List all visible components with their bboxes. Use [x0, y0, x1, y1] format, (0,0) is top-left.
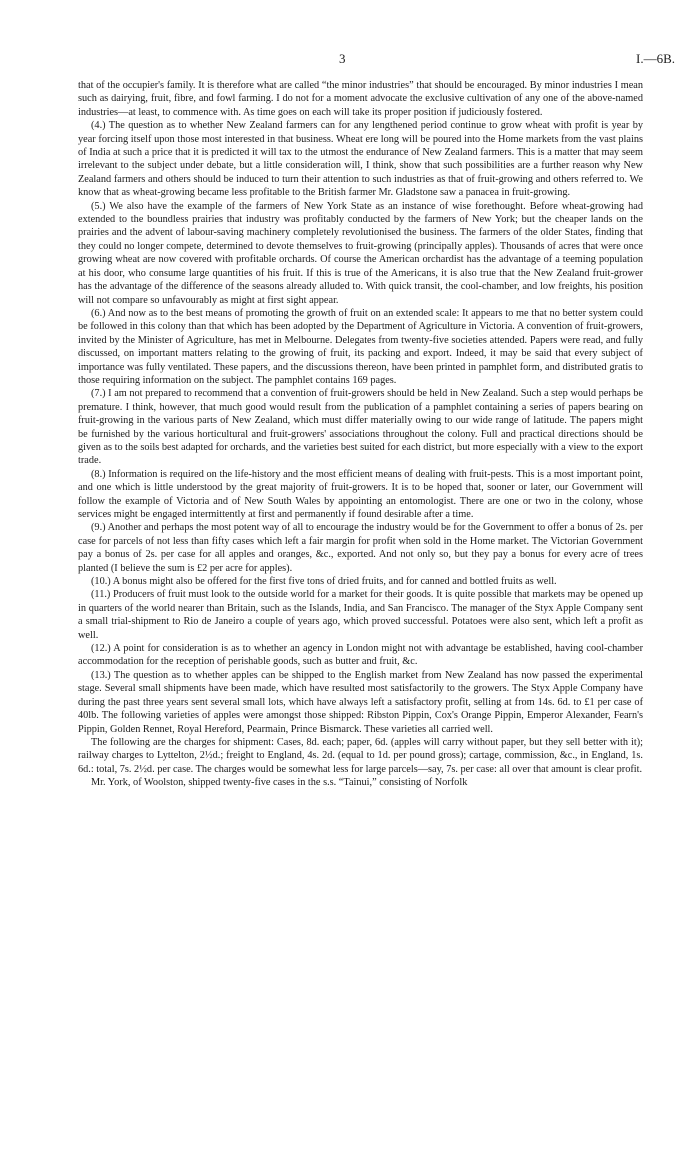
paragraph: (13.) The question as to whether apples can be shipped to the English market from New Zealand has now passed the experimental stage. Several small shipments have been made, which have resulted most satisfactorily to the growers. The Styx Apple Company have during the past three years sent several small lots, which have always left a satisfactory profit, selling at from 14s. 6d. to £1 per case of 40lb. The following varieties of apples were amongst those shipped: Ribston Pippin, Cox's Orange Pippin, Emperor Alexander, Fearn's Pippin, Golden Rennet, Royal Hereford, Pearmain, Prince Bismarck. These varieties all carried well.	[78, 669, 643, 735]
paragraph: (4.) The question as to whether New Zealand farmers can for any lengthened period continue to grow wheat with profit is year by year forcing itself upon those most interested in that business. Wheat ere long will be poured into the Home markets from the vast plains of India at such a price that it is predicted it will tax to the utmost the endurance of New Zealand farmers. This is a matter that may seem irrelevant to the subject under debate, but a little consideration will, I think, show that such possibilities are a further reason why New Zealand farmers and others should be induced to turn their attention to such industries as that of fruit-growing and others referred to. We know that as wheat-growing became less profitable to the British farmer Mr. Gladstone saw a panacea in fruit-growing.	[78, 120, 643, 199]
paragraph: (12.) A point for consideration is as to whether an agency in London might not with advantage be established, having cool-chamber accommodation for the reception of perishable goods, such as butter and fruit, &c.	[78, 643, 643, 668]
body-text	[78, 79, 643, 790]
paragraph: (9.) Another and perhaps the most potent way of all to encourage the industry would be for the Government to offer a bonus of 2s. per case for parcels of not less than fifty cases which left a fair margin for profit when sold in the Home market. The Victorian Government pay a bonus of 2s. per case for all apples and oranges, &c., exported. And not only so, but they pay a bonus for every acre of trees planted (I believe the sum is £2 per acre for apples).	[78, 522, 643, 574]
paragraph: that of the occupier's family. It is therefore what are called “the minor industries” that should be encouraged. By minor industries I mean such as dairying, fruit, fibre, and fowl farming. I do not for a moment advocate the exclusive cultivation of any one of the above-named industries—at least, to commence with. As time goes on each will take its proper position if judiciously fostered.	[78, 80, 643, 118]
paragraph: (6.) And now as to the best means of promoting the growth of fruit on an extended scale: It appears to me that no better system could be followed in this colony than that which has been adopted by the Department of Agriculture in Victoria. A convention of fruit-growers, invited by the Minister of Agriculture, has met in Melbourne. Delegates from twenty-five societies attended. Papers were read, and fully discussed, on important matters relating to the growing of fruit, its packing and export. Indeed, it may be said that every subject of importance was fully ventilated. These papers, and the discussions thereon, have been printed in pamphlet form, and distributed gratis to those requiring information on the subject. The pamphlet contains 169 pages.	[78, 307, 643, 386]
paragraph: (10.) A bonus might also be offered for the first five tons of dried fruits, and for canned and bottled fruits as well.	[91, 576, 557, 588]
document-reference: I.—6B.	[636, 51, 675, 66]
paragraph: (8.) Information is required on the life-history and the most efficient means of dealing with fruit-pests. This is a most important point, and one which is little understood by the great majority of fruit-growers. It is to be hoped that, sooner or later, our Government will follow the example of Victoria and of New South Wales by appointing an entomologist. There are one or two in the colony, whose services might be engaged intermittently at first and permanently if found desirable after a time.	[78, 468, 643, 520]
paragraph: Mr. York, of Woolston, shipped twenty-five cases in the s.s. “Tainui,” consisting of Norfolk	[91, 777, 468, 789]
paragraph: (11.) Producers of fruit must look to the outside world for a market for their goods. It is quite possible that markets may be opened up in quarters of the world nearer than Britain, such as the Islands, India, and San Francisco. The manager of the Styx Apple Company sent a small trial-shipment to Rio de Janeiro a couple of years ago, which proved successful. Potatoes were also sent, which left a profit as well.	[78, 589, 643, 641]
paragraph: (5.) We also have the example of the farmers of New York State as an instance of wise forethought. Before wheat-growing had extended to the boundless prairies that industry was profitably conducted by the farmers of New York; but the cheaper lands on the prairies and the advent of labour-saving machinery completely revolutionised the business. The farmers of the older States, finding that they could no longer compete, determined to devote themselves to fruit-growing (principally apples). Thousands of acres that were once growing wheat are now covered with profitable orchards. Of course the American orchardist has the advantage of a teeming population at his door, who consume large quantities of his fruit. If this is true of the Americans, it is also true that the New Zealand fruit-grower has the advantage of the difference of the seasons already alluded to. With quick transit, the cool-chamber, and low freights, his position will not compare so unfavourably as might at first sight appear.	[78, 200, 643, 306]
paragraph: (7.) I am not prepared to recommend that a convention of fruit-growers should be held in New Zealand. Such a step would perhaps be premature. I think, however, that much good would result from the publication of a pamphlet containing a series of papers bearing on fruit-growing in the various parts of New Zealand, which must differ materially owing to our wide range of latitude. The papers might be furnished by the various horticultural and fruit-growers' associations throughout the colony. Full and practical directions should be given as to the soils best adapted for orchards, and the varieties best suited for each district, but more especially with a view to the export trade.	[78, 388, 643, 467]
paragraph: The following are the charges for shipment: Cases, 8d. each; paper, 6d. (apples will carry without paper, but they sell better with it); railway charges to Lyttelton, 2½d.; freight to England, 4s. 2d. (equal to 1d. per pound gross); cartage, commission, &c., in England, 1s. 6d.: total, 7s. 2½d. per case. The charges would be somewhat less for large parcels—say, 7s. per case: all over that amount is clear profit.	[78, 736, 643, 775]
page-number: 3	[339, 51, 346, 66]
